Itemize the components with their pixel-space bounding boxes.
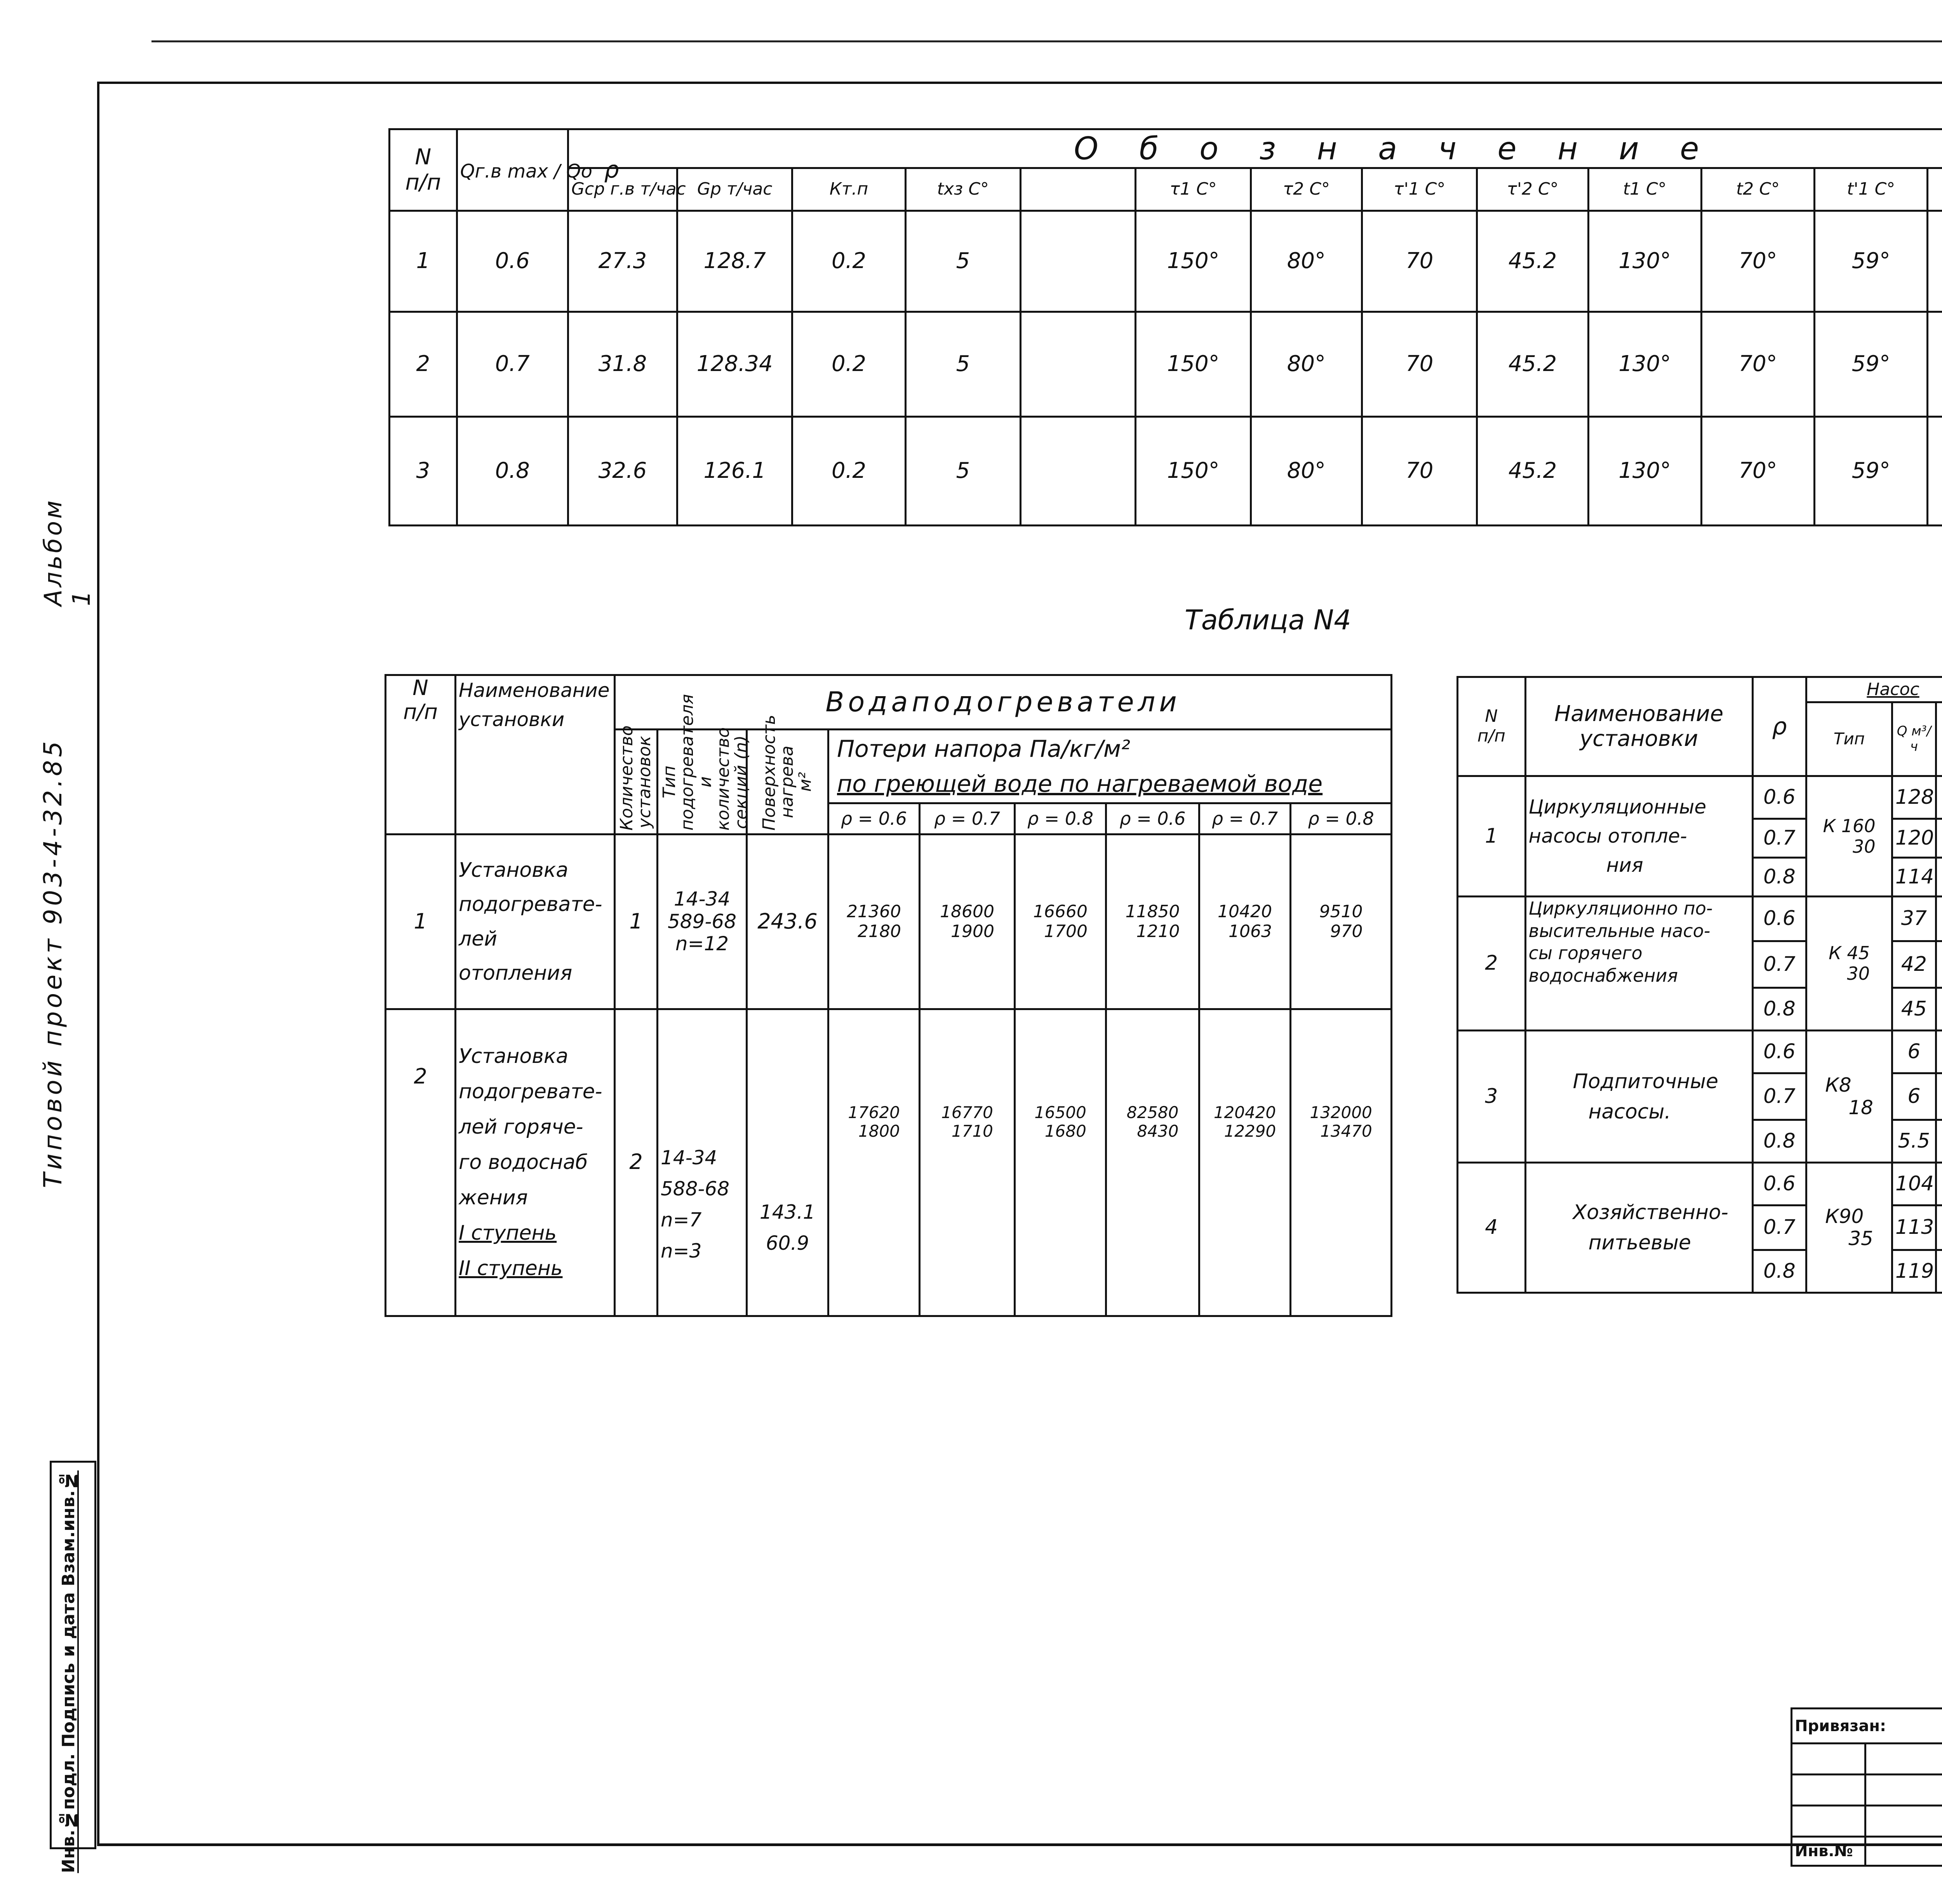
t3-cell: 2	[390, 312, 457, 417]
t5-cell: 104	[1892, 1163, 1936, 1205]
t4-loss-cell: 9510 970	[1291, 834, 1392, 1009]
table4-title: Таблица N4	[1185, 604, 1351, 636]
t3-cell: 27.3	[568, 211, 677, 312]
t3-cell: 70°	[1701, 312, 1814, 417]
t5-cell: 0.8	[1752, 1250, 1806, 1293]
t4-head-rho: ρ = 0.7	[1199, 803, 1291, 834]
t3-head-n: N п/п	[390, 129, 457, 211]
t5-cell: 0.7	[1752, 1205, 1806, 1250]
t5-type-cell: К90 35	[1806, 1163, 1892, 1293]
t4-loss-cell: 132000 13470	[1291, 1009, 1392, 1316]
t4-area-cell: 143.1 60.9	[747, 1009, 828, 1316]
t3-col-tau2p: τ'2 С°	[1477, 168, 1588, 211]
frame-top	[97, 82, 1942, 84]
t4-cell: 243.6	[747, 834, 828, 1009]
t3-cell: 45.2	[1477, 312, 1588, 417]
table-row	[386, 834, 1392, 1009]
t3-cell: 126.1	[677, 417, 792, 526]
t4-head-rho: ρ = 0.8	[1291, 803, 1392, 834]
table5	[1456, 676, 1942, 1294]
t5-cell	[1936, 897, 1942, 941]
t3-cell: 45.2	[1477, 211, 1588, 312]
side-stamp	[50, 1461, 96, 1873]
t5-cell: 0.7	[1752, 1073, 1806, 1120]
t3-cell: 0.2	[792, 312, 905, 417]
side-stamp-text: Инв.№подл. Подпись и дата Взам.инв.№	[59, 1470, 78, 1873]
t3-col-gp: Gр т/час	[677, 168, 792, 211]
t3-col-t2p	[1928, 168, 1942, 211]
t5-type-cell: К8 18	[1806, 1031, 1892, 1163]
t5-cell: 113	[1892, 1205, 1936, 1250]
t3-cell: 130°	[1588, 312, 1701, 417]
project-label: Типовой проект 903-4-32.85	[39, 738, 68, 1188]
t5-name-cell: Подпиточные насосы.	[1525, 1031, 1752, 1163]
t5-cell: 0.8	[1752, 988, 1806, 1031]
t5-cell: 0.7	[1752, 941, 1806, 988]
t5-head-q: Q м³/ч	[1892, 702, 1936, 776]
t5-head-rho: ρ	[1752, 677, 1806, 776]
t5-head-type: Тип	[1806, 702, 1892, 776]
t4-head-rho: ρ = 0.6	[828, 803, 920, 834]
frame-bottom	[97, 1843, 1942, 1846]
t5-cell: 0.6	[1752, 776, 1806, 819]
t5-cell: 0.6	[1752, 1163, 1806, 1205]
t3-cell: 31.8	[568, 312, 677, 417]
t5-cell: 3	[1458, 1031, 1526, 1163]
t5-cell: 114	[1892, 858, 1936, 897]
t5-cell	[1936, 1163, 1942, 1205]
t3-cell: 128.34	[677, 312, 792, 417]
t5-cell	[1936, 858, 1942, 897]
t3-cell: 0.6	[457, 211, 568, 312]
t4-head-v2: Тип подогревателя и количество секций (n)	[658, 730, 747, 834]
t4-name-cell: Установка подогревате- лей горяче- го водоснаб жения I ступень II ступень	[456, 1009, 615, 1316]
t5-cell	[1936, 988, 1942, 1031]
t5-type-cell: К 160 30	[1806, 776, 1892, 897]
album-label: Альбом 1	[39, 498, 96, 606]
project-label-wrap	[39, 738, 85, 1243]
t4-type-cell: 14-34 588-68 n=7 n=3	[658, 1009, 747, 1316]
t4-loss-cell: 16500 1680	[1015, 1009, 1106, 1316]
t5-head-pump: Насос	[1806, 677, 1942, 702]
t3-cell: 128.7	[677, 211, 792, 312]
t5-cell: 2	[1458, 897, 1526, 1031]
t3-col-empty	[1021, 168, 1136, 211]
t3-col-tau1p: τ'1 С°	[1362, 168, 1477, 211]
t3-col-t2: t2 С°	[1701, 168, 1814, 211]
t3-cell: 130°	[1588, 417, 1701, 526]
stamp-inv: Инв.№	[1792, 1837, 1865, 1866]
t5-cell	[1936, 1120, 1942, 1163]
t3-cell: 5	[905, 312, 1020, 417]
t5-name-cell: Циркуляционно по- высительные насо- сы горячего водоснабжения	[1525, 897, 1752, 1031]
t4-head-rho: ρ = 0.7	[920, 803, 1015, 834]
t5-cell: 119	[1892, 1250, 1936, 1293]
t3-col-tau1: τ1 С°	[1136, 168, 1251, 211]
t5-cell	[1936, 1073, 1942, 1120]
t3-cell: 0.2	[792, 417, 905, 526]
t3-cell: 70	[1362, 417, 1477, 526]
t3-cell: 5	[905, 417, 1020, 526]
stamp-privyazan: Привязан:	[1792, 1709, 1942, 1744]
t3-cell	[1021, 312, 1136, 417]
t5-cell: 45	[1892, 988, 1936, 1031]
t3-cell: 80°	[1251, 312, 1362, 417]
t5-cell: 4	[1458, 1163, 1526, 1293]
t5-cell	[1936, 819, 1942, 858]
t5-cell	[1936, 1250, 1942, 1293]
t4-head-v1: Количество установок	[615, 730, 658, 834]
t3-col-t1p: t'1 С°	[1815, 168, 1928, 211]
t4-cell: 2	[615, 1009, 658, 1316]
table-row	[1458, 1031, 1942, 1073]
t4-cell: 1	[615, 834, 658, 1009]
top-border-line	[151, 40, 1942, 42]
t5-cell	[1936, 776, 1942, 819]
t4-loss-cell: 18600 1900	[920, 834, 1015, 1009]
t4-head-group: Водаподогреватели	[615, 675, 1392, 730]
album-label-wrap	[16, 490, 96, 606]
t3-cell: 70°	[1701, 417, 1814, 526]
t5-type-cell: К 45 30	[1806, 897, 1892, 1031]
t3-cell: 32.6	[568, 417, 677, 526]
frame-left	[97, 82, 99, 1845]
t4-cell: 1	[386, 834, 456, 1009]
t5-cell: 0.6	[1752, 1031, 1806, 1073]
t5-cell: 1	[1458, 776, 1526, 897]
t5-cell: 128	[1892, 776, 1936, 819]
t3-cell	[1928, 211, 1942, 312]
table-row	[390, 417, 1942, 526]
t4-loss-cell: 16660 1700	[1015, 834, 1106, 1009]
t4-head-rho: ρ = 0.8	[1015, 803, 1106, 834]
t5-head-name: Наименование установки	[1525, 677, 1752, 776]
t5-cell	[1936, 1205, 1942, 1250]
t3-cell: 80°	[1251, 417, 1362, 526]
t5-cell: 0.7	[1752, 819, 1806, 858]
t3-cell: 70°	[1701, 211, 1814, 312]
t3-cell: 130°	[1588, 211, 1701, 312]
t4-head-rho: ρ = 0.6	[1106, 803, 1199, 834]
t5-cell	[1936, 1031, 1942, 1073]
t5-name-cell: Хозяйственно- питьевые	[1525, 1163, 1752, 1293]
t4-head-n: N п/п	[386, 675, 456, 834]
t3-col-gcp: Gср г.в т/час	[568, 168, 677, 211]
t3-cell: 1	[390, 211, 457, 312]
t5-cell	[1936, 941, 1942, 988]
t5-cell: 6	[1892, 1073, 1936, 1120]
t3-head-q: Qг.в max / Qо ρ	[457, 129, 568, 211]
t3-cell: 59°	[1815, 312, 1928, 417]
t4-type-cell: 14-34 589-68 n=12	[658, 834, 747, 1009]
t3-cell: 59°	[1815, 211, 1928, 312]
t3-cell: 150°	[1136, 417, 1251, 526]
t3-cell: 5	[905, 211, 1020, 312]
t5-cell: 120	[1892, 819, 1936, 858]
t4-cell: 2	[386, 1009, 456, 1316]
t5-head-h	[1936, 702, 1942, 776]
t3-cell: 0.2	[792, 211, 905, 312]
t4-loss-cell: 120420 12290	[1199, 1009, 1291, 1316]
t5-cell: 0.8	[1752, 858, 1806, 897]
t3-cell	[1928, 417, 1942, 526]
t4-head-name: Наименование установки	[456, 675, 615, 834]
t4-loss-cell: 17620 1800	[828, 1009, 920, 1316]
t3-cell: 70	[1362, 211, 1477, 312]
t3-col-tau2: τ2 С°	[1251, 168, 1362, 211]
t3-col-t1: t1 С°	[1588, 168, 1701, 211]
t4-name-cell: Установка подогревате- лей отопления	[456, 834, 615, 1009]
t3-cell: 150°	[1136, 312, 1251, 417]
t4-head-v3: Поверхность нагрева м²	[747, 730, 828, 834]
t5-cell: 0.8	[1752, 1120, 1806, 1163]
t3-cell	[1021, 417, 1136, 526]
t3-col-txz: tхз С°	[905, 168, 1020, 211]
t4-loss-cell: 82580 8430	[1106, 1009, 1199, 1316]
table-row	[390, 211, 1942, 312]
t3-cell: 45.2	[1477, 417, 1588, 526]
table-row	[386, 1009, 1392, 1316]
t3-cell: 0.7	[457, 312, 568, 417]
table4	[385, 674, 1392, 1317]
t4-loss-cell: 21360 2180	[828, 834, 920, 1009]
t5-name-cell: Циркуляционные насосы отопле- ния	[1525, 776, 1752, 897]
t3-head-oboz: О б о з н а ч е н и е	[568, 129, 1942, 168]
t5-head-n: N п/п	[1458, 677, 1526, 776]
t4-head-loss: Потери напора Па/кг/м² по греющей воде по нагреваемой воде	[828, 730, 1392, 803]
t4-loss-cell: 11850 1210	[1106, 834, 1199, 1009]
t3-cell	[1021, 211, 1136, 312]
t5-cell: 0.6	[1752, 897, 1806, 941]
t5-cell: 5.5	[1892, 1120, 1936, 1163]
t3-cell: 80°	[1251, 211, 1362, 312]
t3-cell: 70	[1362, 312, 1477, 417]
table-row	[1458, 897, 1942, 941]
table3	[388, 128, 1942, 526]
binding-stamp	[1791, 1707, 1942, 1867]
t3-col-ktp: Кт.п	[792, 168, 905, 211]
table-row	[1458, 776, 1942, 819]
t5-cell: 37	[1892, 897, 1936, 941]
t3-cell	[1928, 312, 1942, 417]
t5-cell: 6	[1892, 1031, 1936, 1073]
t3-cell: 3	[390, 417, 457, 526]
table-row	[1458, 1163, 1942, 1205]
t3-cell: 150°	[1136, 211, 1251, 312]
t5-cell: 42	[1892, 941, 1936, 988]
table-row	[390, 312, 1942, 417]
t3-cell: 0.8	[457, 417, 568, 526]
t4-loss-cell: 10420 1063	[1199, 834, 1291, 1009]
t3-cell: 59°	[1815, 417, 1928, 526]
t4-loss-cell: 16770 1710	[920, 1009, 1015, 1316]
